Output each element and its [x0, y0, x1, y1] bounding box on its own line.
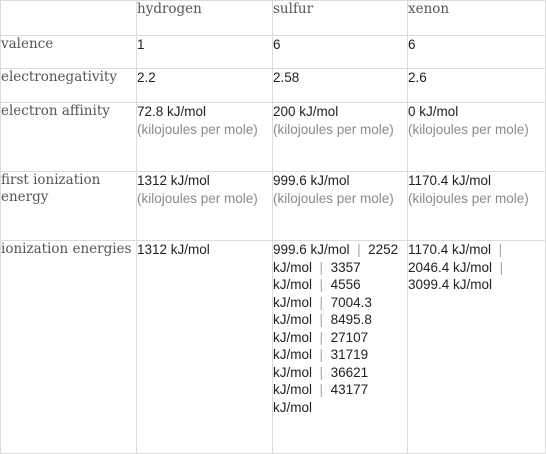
- value: 1: [137, 37, 145, 52]
- energy-value: 1312 kJ/mol: [137, 242, 210, 257]
- cell-xenon-first-ionization-energy: [408, 172, 546, 241]
- list-separator: |: [319, 364, 324, 380]
- energy-value: 43177 kJ/mol: [273, 382, 369, 415]
- value: 2.6: [408, 70, 427, 85]
- unit-note: (kilojoules per mole): [137, 190, 258, 206]
- table-row-first-ionization-energy: [1, 172, 546, 241]
- table-row-ionization-energies: [1, 241, 546, 454]
- column-header-sulfur: sulfur: [273, 1, 408, 36]
- unit-note: (kilojoules per mole): [273, 190, 394, 206]
- list-separator: |: [319, 277, 324, 292]
- energy-value: 2252 kJ/mol: [273, 242, 399, 275]
- cell-xenon-valence: [408, 36, 546, 69]
- corner-cell: [1, 1, 137, 36]
- list-separator: |: [319, 382, 324, 397]
- list-separator: |: [499, 259, 504, 275]
- value: 72.8 kJ/mol: [137, 104, 207, 119]
- value: 0 kJ/mol: [408, 104, 459, 119]
- unit-note: (kilojoules per mole): [408, 190, 529, 206]
- table-row-electronegativity: [1, 69, 546, 103]
- energy-list: [408, 241, 545, 294]
- cell-sulfur-electron-affinity: [273, 103, 408, 172]
- energy-value: 999.6 kJ/mol: [273, 242, 350, 257]
- cell-hydrogen-ionization-energies: [137, 241, 273, 454]
- energy-list: [273, 241, 407, 416]
- cell-sulfur-first-ionization-energy: [273, 172, 408, 241]
- value: 6: [408, 37, 416, 52]
- list-separator: |: [319, 312, 324, 327]
- column-header-xenon: xenon: [408, 1, 546, 36]
- energy-value: 3357 kJ/mol: [273, 259, 361, 292]
- cell-hydrogen-first-ionization-energy: [137, 172, 273, 241]
- cell-xenon-electronegativity: [408, 69, 546, 103]
- value: 2.58: [273, 70, 300, 85]
- cell-xenon-electron-affinity: [408, 103, 546, 172]
- energy-value: 36621 kJ/mol: [273, 364, 369, 397]
- cell-hydrogen-electronegativity: [137, 69, 273, 103]
- row-label-ionization-energies: ionization energies: [1, 241, 137, 454]
- energy-value: 8495.8 kJ/mol: [273, 312, 372, 345]
- unit-note: (kilojoules per mole): [137, 121, 258, 137]
- list-separator: |: [319, 329, 324, 345]
- row-label-valence: valence: [1, 36, 137, 69]
- energy-value: 27107 kJ/mol: [273, 329, 369, 362]
- unit-note: (kilojoules per mole): [273, 121, 394, 137]
- header-row: [1, 1, 546, 36]
- cell-sulfur-valence: [273, 36, 408, 69]
- energy-value: 2046.4 kJ/mol: [408, 259, 493, 275]
- value: 6: [273, 37, 281, 52]
- energy-value: 4556 kJ/mol: [273, 277, 361, 310]
- row-label-first-ionization-energy: first ionization energy: [1, 172, 137, 241]
- value: 999.6 kJ/mol: [273, 173, 350, 188]
- cell-xenon-ionization-energies: [408, 241, 546, 454]
- energy-value: 31719 kJ/mol: [273, 347, 369, 380]
- column-header-hydrogen: hydrogen: [137, 1, 273, 36]
- list-separator: |: [319, 347, 324, 362]
- table-row-valence: [1, 36, 546, 69]
- energy-value: 1170.4 kJ/mol: [408, 242, 492, 257]
- cell-sulfur-ionization-energies: [273, 241, 408, 454]
- list-separator: |: [357, 242, 361, 257]
- list-separator: |: [319, 294, 324, 310]
- row-label-electronegativity: electronegativity: [1, 69, 137, 103]
- list-separator: |: [319, 259, 324, 275]
- cell-hydrogen-valence: [137, 36, 273, 69]
- energy-list: [137, 241, 272, 259]
- cell-hydrogen-electron-affinity: [137, 103, 273, 172]
- energy-value: 3099.4 kJ/mol: [408, 277, 493, 292]
- value: 2.2: [137, 70, 156, 85]
- table-row-electron-affinity: [1, 103, 546, 172]
- row-label-electron-affinity: electron affinity: [1, 103, 137, 172]
- value: 200 kJ/mol: [273, 104, 339, 119]
- list-separator: |: [498, 242, 503, 257]
- value: 1312 kJ/mol: [137, 173, 210, 188]
- unit-note: (kilojoules per mole): [408, 121, 529, 137]
- energy-value: 7004.3 kJ/mol: [273, 294, 372, 327]
- cell-sulfur-electronegativity: [273, 69, 408, 103]
- value: 1170.4 kJ/mol: [408, 173, 492, 188]
